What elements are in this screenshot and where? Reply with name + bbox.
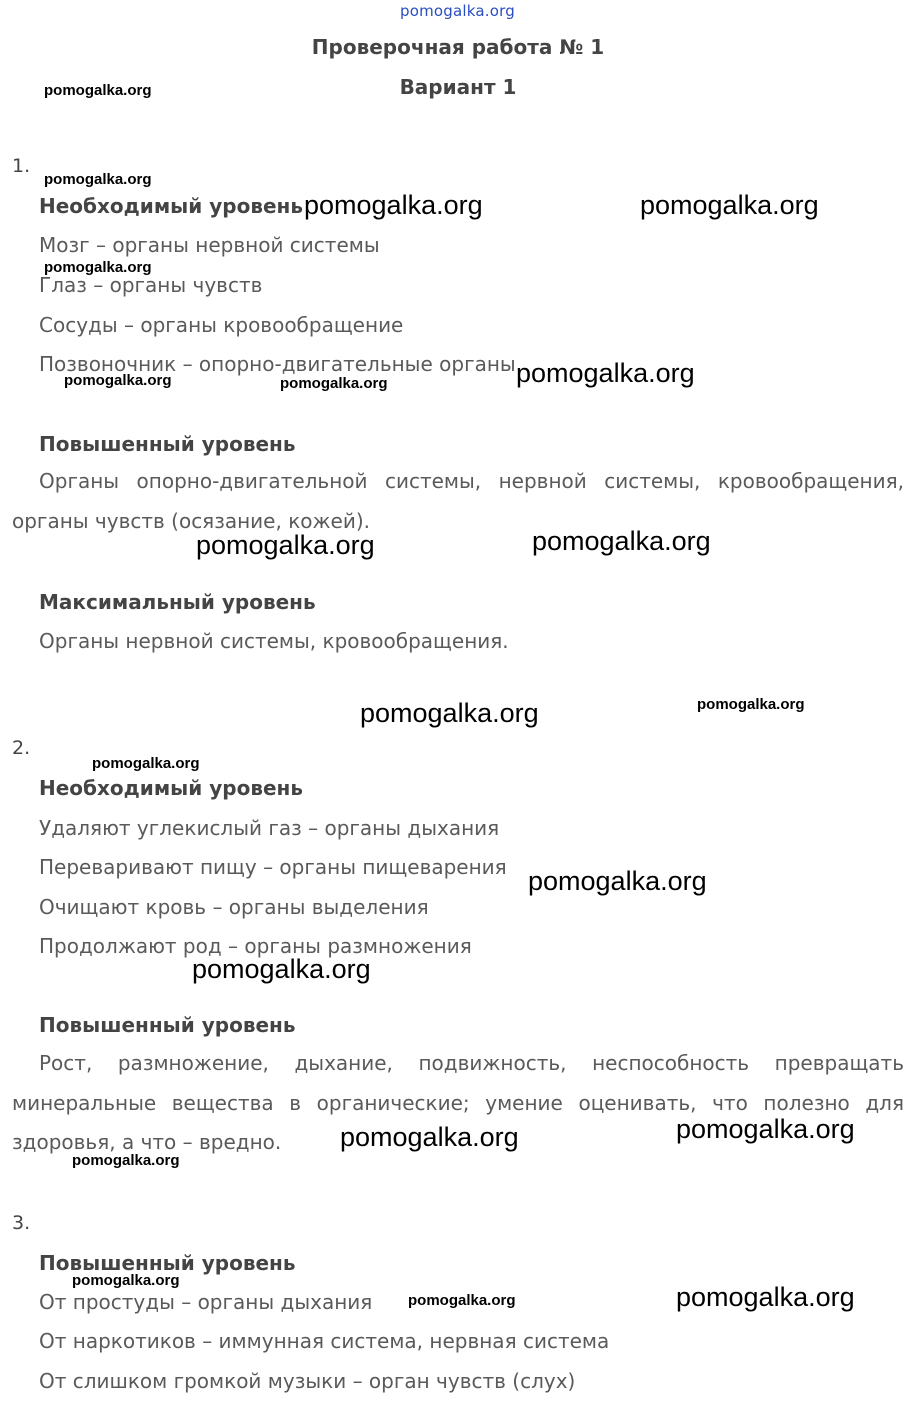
answer-line: Глаз – органы чувств	[39, 273, 263, 297]
watermark: pomogalka.org	[676, 1114, 855, 1144]
watermark: pomogalka.org	[532, 526, 711, 556]
watermark: pomogalka.org	[192, 954, 371, 984]
answer-paragraph: Органы опорно-двигательной системы, нервной системы, кровообращения, органы чувств (осязание, кожей).	[12, 469, 904, 533]
level-heading: Необходимый уровень	[39, 194, 304, 218]
task-number: 1.	[12, 155, 31, 177]
answer-line: Органы нервной системы, кровообращения.	[39, 629, 509, 653]
watermark: pomogalka.org	[516, 358, 695, 388]
variant-title: Вариант 1	[399, 75, 517, 99]
task-number: 2.	[12, 737, 31, 759]
level-heading: Необходимый уровень	[39, 776, 304, 800]
answer-line: Позвоночник – опорно-двигательные органы	[39, 352, 516, 376]
level-heading: Максимальный уровень	[39, 590, 316, 614]
answer-line: Сосуды – органы кровообращение	[39, 313, 404, 337]
watermark: pomogalka.org	[304, 190, 483, 220]
answer-line: Продолжают род – органы размножения	[39, 934, 472, 958]
watermark: pomogalka.org	[44, 82, 152, 99]
answer-line: От слишком громкой музыки – орган чувств (слух)	[39, 1369, 576, 1393]
task-number: 3.	[12, 1212, 31, 1234]
watermark: pomogalka.org	[697, 696, 805, 713]
watermark: pomogalka.org	[196, 530, 375, 560]
watermark: pomogalka.org	[528, 866, 707, 896]
watermark: pomogalka.org	[280, 375, 388, 392]
answer-paragraph: Рост, размножение, дыхание, подвижность, неспособность превращать минеральные вещества в органические; умение оценивать, что полезно для здоровья, а что – вредно.	[12, 1051, 904, 1154]
watermark: pomogalka.org	[44, 259, 152, 276]
watermark: pomogalka.org	[360, 698, 539, 728]
site-link[interactable]: pomogalka.org	[400, 2, 515, 20]
level-heading: Повышенный уровень	[39, 1013, 296, 1037]
watermark: pomogalka.org	[72, 1152, 180, 1169]
answer-line: Очищают кровь – органы выделения	[39, 895, 429, 919]
answer-line: От простуды – органы дыхания	[39, 1290, 373, 1314]
watermark: pomogalka.org	[640, 190, 819, 220]
watermark: pomogalka.org	[72, 1272, 180, 1289]
watermark: pomogalka.org	[340, 1122, 519, 1152]
watermark: pomogalka.org	[676, 1282, 855, 1312]
answer-line: Мозг – органы нервной системы	[39, 233, 380, 257]
watermark: pomogalka.org	[92, 755, 200, 772]
level-heading: Повышенный уровень	[39, 432, 296, 456]
answer-line: От наркотиков – иммунная система, нервная система	[39, 1329, 610, 1353]
answer-line: Удаляют углекислый газ – органы дыхания	[39, 816, 500, 840]
watermark: pomogalka.org	[44, 171, 152, 188]
page-title: Проверочная работа № 1	[311, 35, 605, 59]
watermark: pomogalka.org	[64, 372, 172, 389]
level-heading: Повышенный уровень	[39, 1251, 296, 1275]
answer-line: Переваривают пищу – органы пищеварения	[39, 855, 507, 879]
watermark: pomogalka.org	[408, 1292, 516, 1309]
